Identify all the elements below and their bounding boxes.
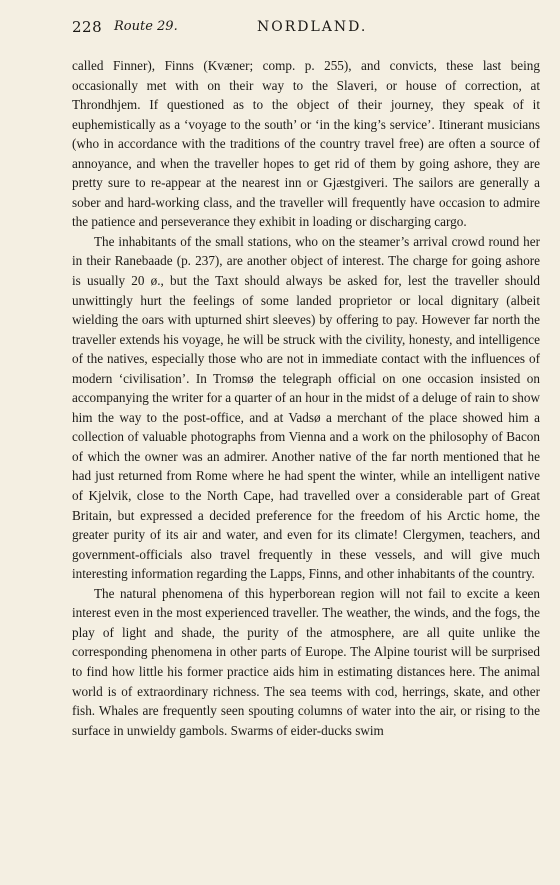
paragraph-continuation: called Finner), Finns (Kvæner; comp. p. 255), and convicts, these last being occasionally met with on their way to the Slaveri, or house of correction, at Throndhjem. If questioned as to the object of their journey, they speak of it euphemistically as a ‘voyage to the south’ or ‘in the king’s service’. Itinerant musicians (who in accordance with the traditions of the country travel free) are often a source of annoyance, and when the traveller hopes to get rid of them by going ashore, they are pretty sure to re-appear at the nearest inn or Gjæstgiveri. The sailors are generally a sober and hard-working class, and the traveller will frequently have occasion to admire the patience and perseverance they exhibit in loading or discharging cargo. (72, 58, 540, 230)
paragraph-natural-phenomena: The natural phenomena of this hyperborean region will not fail to excite a keen interest even in the most experienced traveller. The weather, the winds, and the fogs, the play of light and shade, the purity of the atmosphere, are all quite unlike the corresponding phenomena in other parts of Europe. The Alpine tourist will be surprised to find how little his former practice aids him in estimating distances here. The animal world is of extraordinary richness. The sea teems with cod, herrings, skate, and other fish. Whales are frequently seen spouting columns of water into the air, or rising to the surface in unwieldy gambols. Swarms of eider-ducks swim (72, 585, 540, 738)
running-title: NORDLAND. (257, 19, 368, 35)
page-number: 228 (72, 18, 103, 36)
body-text (72, 56, 540, 740)
route-label: Route 29. (114, 19, 178, 34)
paragraph-inhabitants: The inhabitants of the small stations, who on the steamer’s arrival crowd round her in their Ranebaade (p. 237), are another object of interest. The charge for going ashore is usually 20 ø., but the Taxt should always be asked for, lest the traveller should unwittingly hurt the feelings of some landed proprietor or local dignitary (albeit wielding the oars with upturned shirt sleeves) by offering to pay. However far north the traveller extends his voyage, he will be struck with the civility, honesty, and intelligence of the natives, especially those who are not in immediate contact with the influences of modern ‘civilisation’. In Tromsø the telegraph official on one occasion insisted on accompanying the writer for a quarter of an hour in the midst of a deluge of rain to show him the way to the post-office, and at Vadsø a merchant of the place showed him a collection of valuable photographs from Vienna and a work on the philosophy of Bacon of which the owner was an admirer. Another native of the far north mentioned that he had just returned from Rome where he had spent the winter, while an intelligent native of Kjelvik, close to the North Cape, had travelled over a considerable part of Great Britain, but expressed a decided preference for the freedom of his Arctic home, the greater purity of its air and water, and even for its climate! Clergymen, teachers, and government-officials also travel frequently in these vessels, and will give much interesting information regarding the Lapps, Finns, and other inhabitants of the country. (72, 233, 540, 582)
page-header (72, 14, 540, 40)
